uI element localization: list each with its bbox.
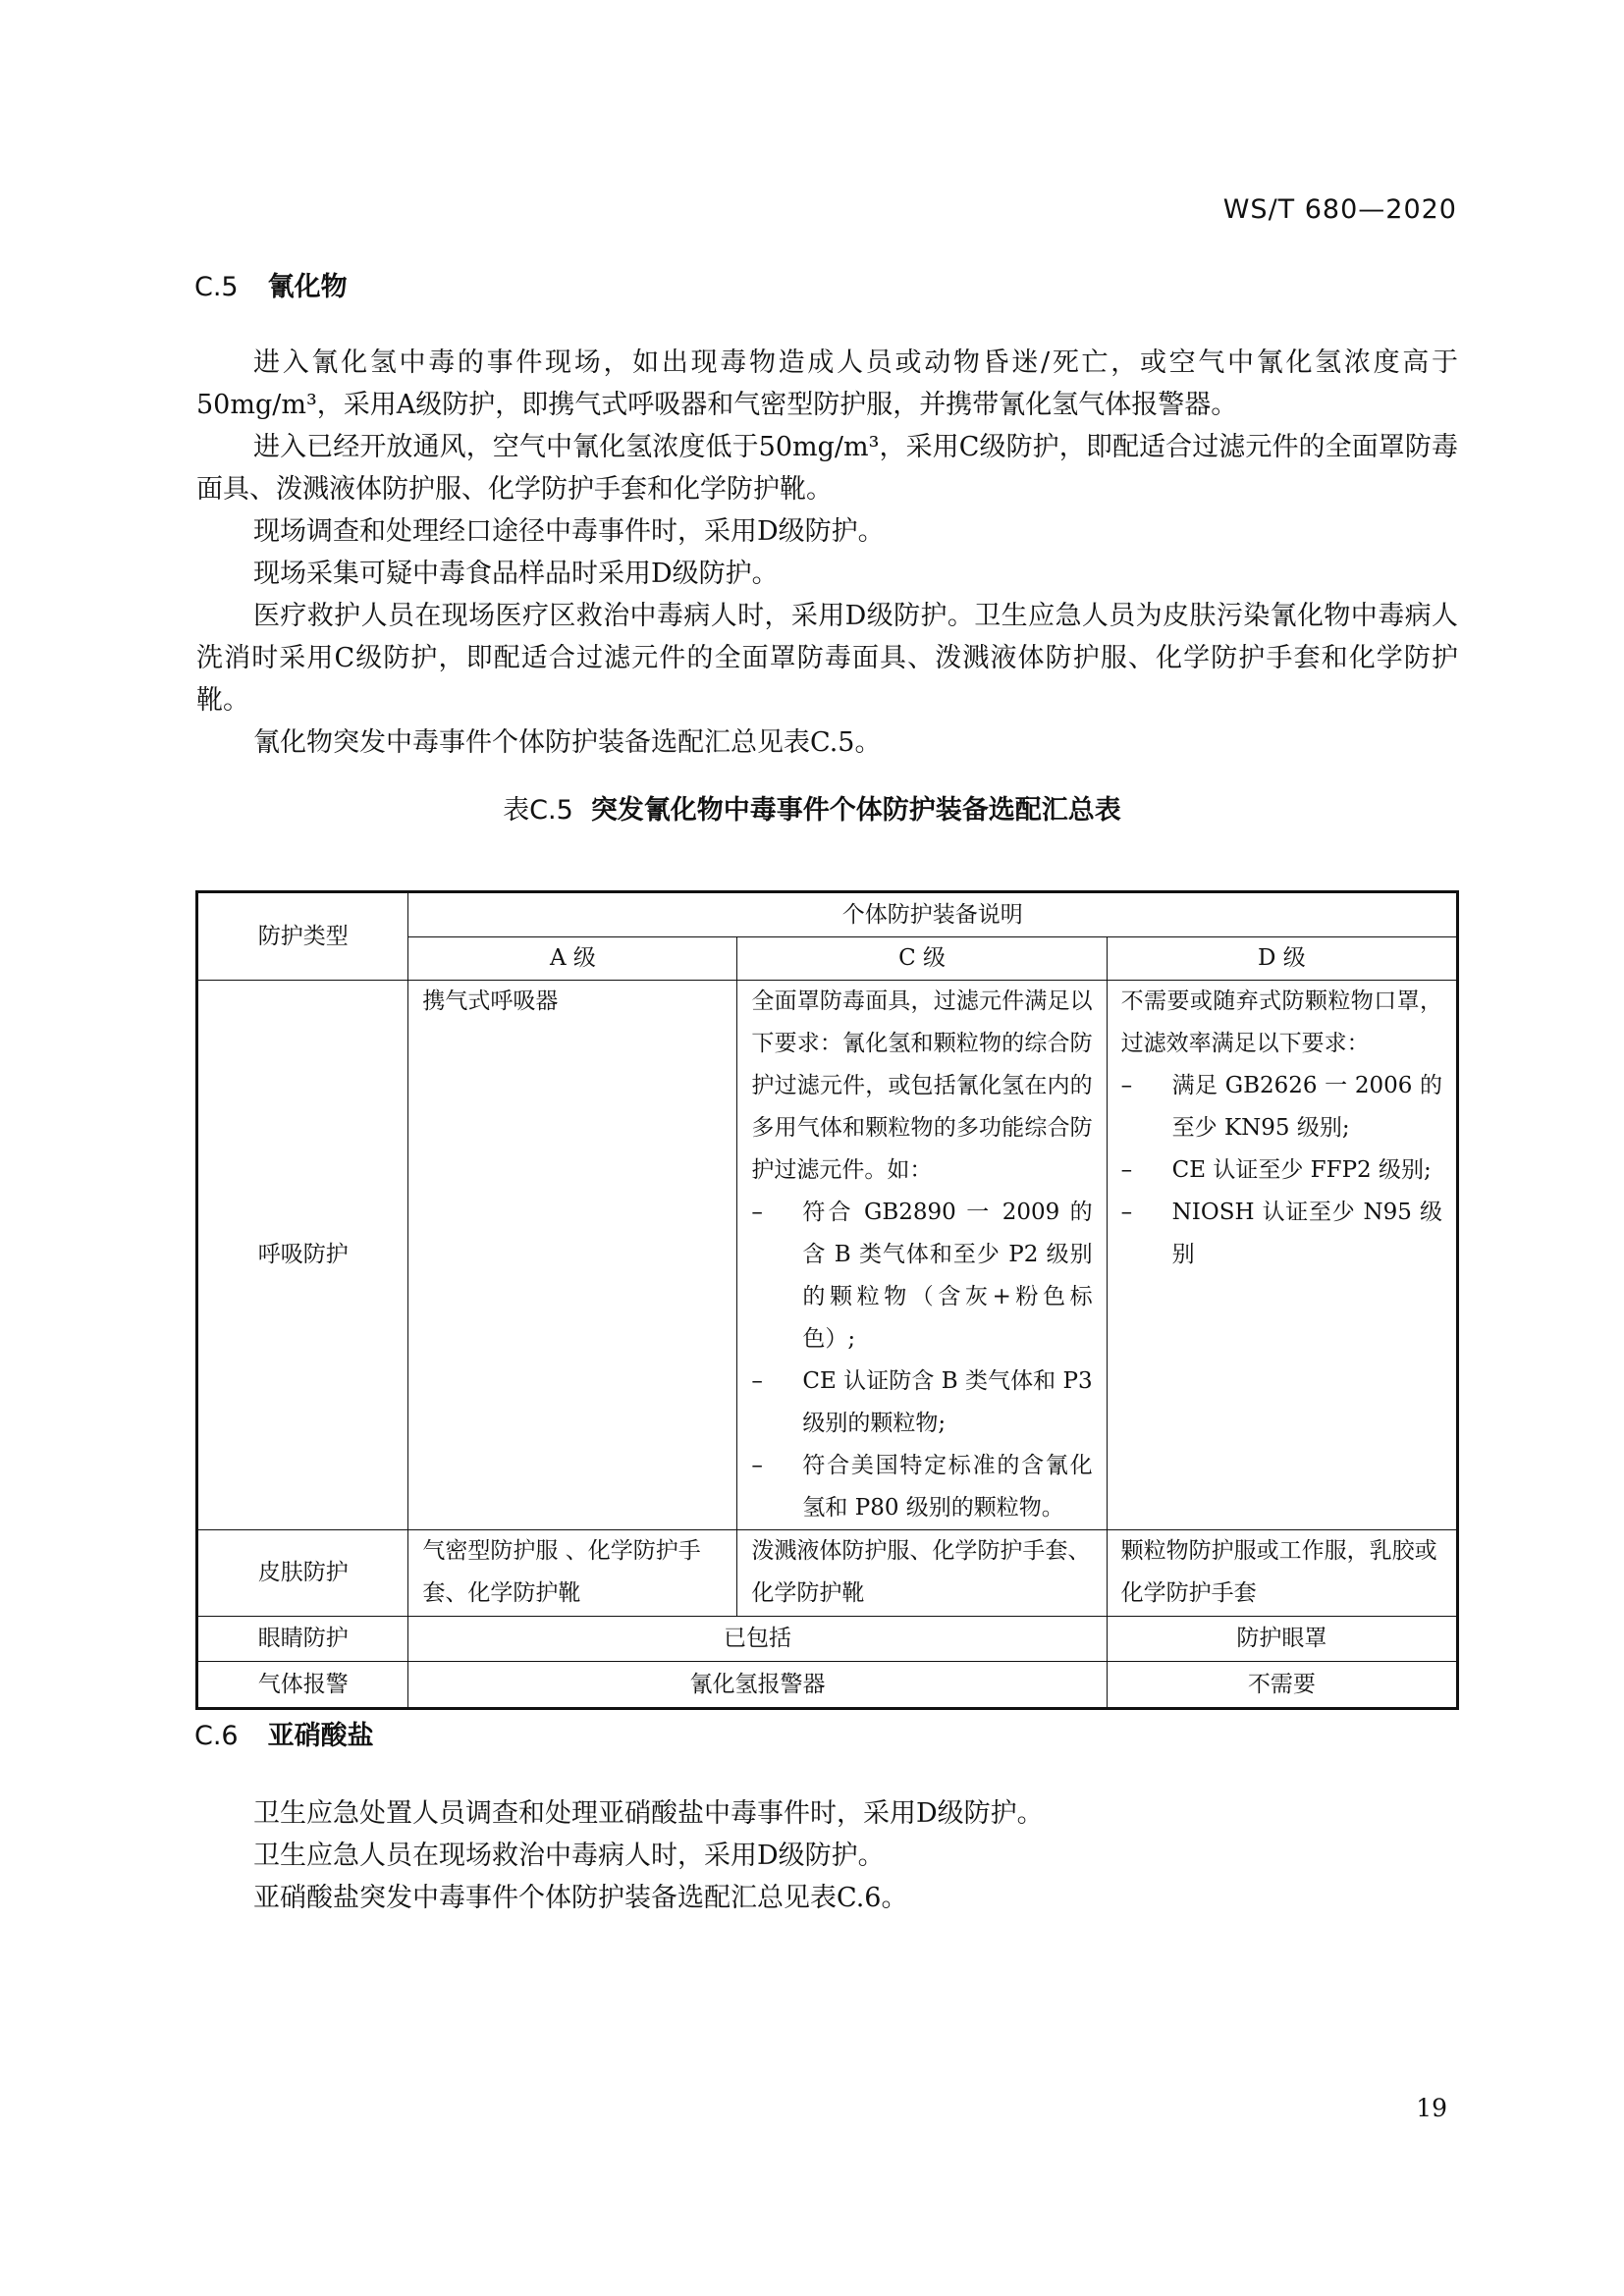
eye-level-d: 防护眼罩 (1107, 1617, 1457, 1662)
section-c5-heading (194, 265, 348, 303)
list-dash: – (1120, 1073, 1133, 1098)
respiratory-c-intro: 全面罩防毒面具，过滤元件满足以下要求：氰化氢和颗粒物的综合防护过滤元件，或包括氰化氢在内的多用气体和颗粒物的多功能综合防护过滤元件。如： (751, 988, 1093, 1183)
section-c5-number: C.5 (194, 272, 239, 302)
section-c5-body (196, 342, 1458, 764)
section-c5-title: 氰化物 (267, 272, 348, 302)
respiratory-level-a: 携气式呼吸器 (408, 981, 737, 1530)
section-c6-title: 亚硝酸盐 (267, 1721, 374, 1751)
table-title: 突发氰化物中毒事件个体防护装备选配汇总表 (590, 795, 1121, 826)
paragraph: 进入氰化氢中毒的事件现场，如出现毒物造成人员或动物昏迷/死亡，或空气中氰化氢浓度高于50mg/m³，采用A级防护，即携气式呼吸器和气密型防护服，并携带氰化氢气体报警器。 (196, 347, 1458, 420)
section-c6-heading (194, 1714, 374, 1752)
paragraph: 医疗救护人员在现场医疗区救治中毒病人时，采用D级防护。卫生应急人员为皮肤污染氰化物中毒病人洗消时采用C级防护，即配适合过滤元件的全面罩防毒面具、泼溅液体防护服、化学防护手套和化学防护靴。 (196, 601, 1458, 716)
paragraph: 氰化物突发中毒事件个体防护装备选配汇总见表C.5。 (253, 727, 882, 758)
section-c6-body (196, 1792, 1458, 1919)
paragraph: 现场调查和处理经口途径中毒事件时，采用D级防护。 (253, 516, 885, 547)
header-protection-type: 防护类型 (197, 892, 408, 981)
eye-level-ac: 已包括 (408, 1617, 1107, 1662)
skin-level-c: 泼溅液体防护服、化学防护手套、化学防护靴 (737, 1530, 1107, 1617)
skin-level-a: 气密型防护服 、化学防护手套、化学防护靴 (408, 1530, 737, 1617)
skin-level-d: 颗粒物防护服或工作服，乳胶或化学防护手套 (1107, 1530, 1457, 1617)
paragraph: 现场采集可疑中毒食品样品时采用D级防护。 (253, 559, 779, 589)
list-dash: – (1120, 1157, 1133, 1183)
list-item: – 满足 GB2626 一 2006 的至少 KN95 级别; (1121, 1065, 1442, 1149)
header-level-a: A 级 (408, 937, 737, 981)
row-label-gas: 气体报警 (197, 1662, 408, 1709)
row-label-eye: 眼睛防护 (197, 1617, 408, 1662)
paragraph: 卫生应急人员在现场救治中毒病人时，采用D级防护。 (253, 1841, 885, 1871)
paragraph: 进入已经开放通风，空气中氰化氢浓度低于50mg/m³，采用C级防护，即配适合过滤元件的全面罩防毒面具、泼溅液体防护服、化学防护手套和化学防护靴。 (196, 432, 1458, 505)
table-caption (0, 788, 1624, 827)
list-item: – NIOSH 认证至少 N95 级别 (1121, 1192, 1442, 1276)
list-dash: – (751, 1368, 763, 1394)
respiratory-level-c (737, 981, 1107, 1530)
list-item: – 符合美国特定标准的含氰化氢和 P80 级别的颗粒物。 (751, 1445, 1092, 1529)
table-number: 表C.5 (503, 795, 573, 826)
list-item: – CE 认证防含 B 类气体和 P3 级别的颗粒物; (751, 1361, 1092, 1445)
gas-level-ac: 氰化氢报警器 (408, 1662, 1107, 1709)
list-item: – 符合 GB2890 一 2009 的含 B 类气体和至少 P2 级别的颗粒物（含灰+粉色标色）; (751, 1192, 1092, 1361)
row-label-respiratory: 呼吸防护 (197, 981, 408, 1530)
respiratory-level-d (1107, 981, 1457, 1530)
document-code: WS/T 680—2020 (1222, 194, 1457, 225)
list-dash: – (1120, 1200, 1133, 1225)
list-dash: – (751, 1453, 763, 1478)
paragraph: 卫生应急处置人员调查和处理亚硝酸盐中毒事件时，采用D级防护。 (253, 1798, 1044, 1829)
respiratory-d-intro: 不需要或随弃式防颗粒物口罩，过滤效率满足以下要求： (1120, 988, 1442, 1056)
paragraph: 亚硝酸盐突发中毒事件个体防护装备选配汇总见表C.6。 (253, 1883, 908, 1913)
header-equipment-desc: 个体防护装备说明 (408, 892, 1458, 937)
row-label-skin: 皮肤防护 (197, 1530, 408, 1617)
header-level-d: D 级 (1107, 937, 1457, 981)
page-number: 19 (1416, 2094, 1447, 2122)
list-item: – CE 认证至少 FFP2 级别; (1121, 1149, 1442, 1192)
ppe-table (195, 890, 1459, 1710)
header-level-c: C 级 (737, 937, 1107, 981)
list-dash: – (751, 1200, 763, 1225)
gas-level-d: 不需要 (1107, 1662, 1457, 1709)
section-c6-number: C.6 (194, 1721, 239, 1751)
